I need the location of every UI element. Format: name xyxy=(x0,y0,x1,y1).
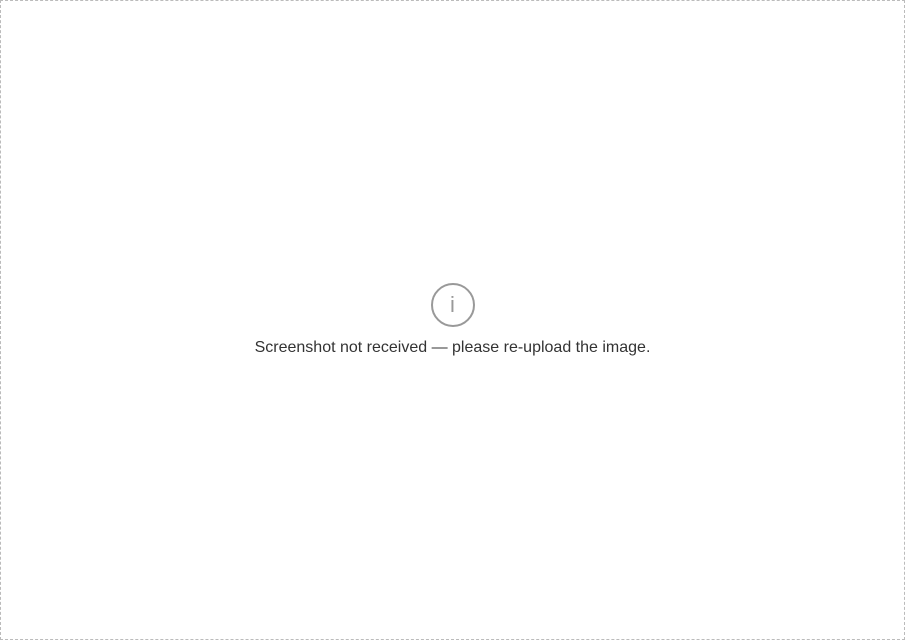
info-icon: i xyxy=(431,283,475,327)
placeholder-message: Screenshot not received — please re-upload the image. xyxy=(254,339,651,356)
